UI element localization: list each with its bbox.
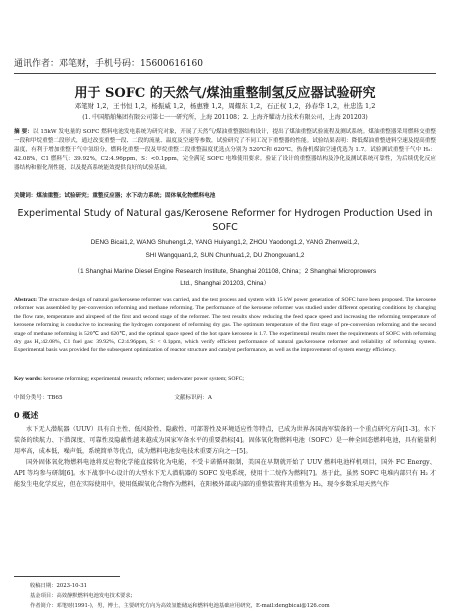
footnote-received: 收稿日期：2023-10-31 (30, 583, 88, 589)
body-paragraph-1: 水下无人潜航器（UUV）具有自主性、低风险性、隐蔽性、可部署性及环境适应性等特点，已成为世界各国海军装备的一个重点研究方向[1-3]。水下装备的续航力、下潜深度、可靠性及隐蔽性越来越成为国家军备水平的重要指标[4]。固体氧化物燃料电池（SOFC）是一种全固态燃料电池，具有能量利用率高，成本低，噪声低，系统简单等优点，成为燃料电池发电技术重要方向之一[5]。 (14, 426, 436, 455)
header-rule (14, 73, 436, 74)
classification-line (14, 393, 436, 401)
abstract-english-text: The structure design of natural gas/kerosene reformer was carried, and the test process and system with 15 kW power generation of SOFC have been proposed. The kerosene reformer was assembled by per-conversion reforming and methane reforming. The performance of the kerosene reformer was studied under different operating conditions by changing the flow rate, temperature and airspeed of the first and second stage of the reformer. The test results show reducing the feed space speed and increasing the reforming temperature of kerosene reforming is conducive to increasing the hydrogen component of reforming dry gas. The optimum temperature of the first stage of pre-conversion reforming and the second stage of methane reforming is 520℃ and 620℃, and the optimal space speed of the hot spare kerosene is 1.7. The experimental results meet the requirements of SOFC with reforming dry gas H₂:42.08%, C1 fuel gas: 39.92%, C2:4.96ppm, S: < 0.1ppm, which verify efficient performance of natural gas/kerosene reformer and reliability of reforming system. Experimental basis was provided for the subsequent optimization of reactor structure and catalyst performance, as well as the improvement of system energy efficiency. (14, 297, 436, 354)
section-heading: 0 概述 (14, 410, 39, 420)
body-paragraphs (14, 424, 436, 490)
clc-number: 中图分类号：TB65 (14, 395, 63, 401)
document-code: 文献标识码：A (174, 395, 212, 401)
corresponding-author: 通讯作者：邓笔财，手机号码：15600616160 (14, 59, 203, 69)
abstract-english (14, 296, 436, 355)
footnote-fund: 基金项目：高效静默燃料电池发电技术要求; (30, 593, 133, 599)
keywords-english-text: kerosene reforming; experimental research; reformer; underwater power system; SOFC; (43, 376, 244, 382)
affiliation-chinese: (1. 中国船舶集团有限公司第七一一研究所，上海 201108；2. 上海齐耀动力技术有限公司，上海 201203) (82, 114, 368, 121)
authors-english-line2: SHI Wangquan1,2, SUN Chunhua1,2, DU Zhongxuan1,2 (145, 252, 305, 259)
footnote-rule (14, 576, 120, 577)
paper-title-chinese: 用于 SOFC 的天然气/煤油重整制氢反应器试验研究 (74, 86, 376, 101)
authors-english (14, 236, 436, 262)
abstract-chinese (14, 128, 436, 173)
keywords-chinese-text: 煤油重整；试验研究；重整反应器；水下动力系统；固体氧化物燃料电池 (36, 193, 216, 199)
abstract-english-label: Abstract: (14, 297, 38, 303)
affiliation-english (14, 266, 436, 290)
footnote-author: 作者简介：邓笔财(1991-)，男，博士，主要研究方向为高效氢能储运和燃料电池基础应用研究，E-mail:dengbicai@126.com (30, 603, 330, 609)
paper-title-english: Experimental Study of Natural gas/Kerosene Reformer for Hydrogen Production Used in SOFC (17, 208, 433, 233)
affiliation-english-line2: Ltd., Shanghai 201203, China） (180, 280, 270, 287)
keywords-chinese-label: 关键词： (14, 193, 37, 199)
abstract-chinese-label: 摘 要： (14, 129, 33, 135)
keywords-english-label: Key words: (14, 376, 42, 382)
abstract-chinese-text: 以 15kW 发电量的 SOFC 燃料电池发电系统为研究对象，开展了天然气/煤油重整器结构设计，提出了煤油重整试验流程及测试系统。煤油重整器采用燃料交重整一段和甲烷重整二段形式，通过改变重整一段、二段的流量、温度及空速等参数，试验研究了不同工况下重整器的性能。试验结果表明：降低煤油重整进料空速及提高重整温度，有利于增加重整干气中氢组分，燃料化重整一段及甲烷重整二段重整温度优选点分别为 520℃和 620℃，热备机煤油空速优选为 1.7。试验测试重整干气中 H₂：42.08%，C1 燃料气：39.92%，C2:4.96ppm，S：<0.1ppm，完全满足 SOFC 电堆使用要求。验证了设计的重整器结构及净化及测试系统可靠性，为后续优化反应器结构和催化剂性能，以及提高系统能效提供良好的试验基础。 (14, 129, 436, 171)
keywords-english (14, 376, 436, 382)
keywords-chinese (14, 191, 436, 199)
body-paragraph-2: 国外固体氧化物燃料电池将反应物化学能直接转化为电能，不受卡诺循环限制，美国在早期就开始了 UUV 燃料电池样机项目，国外 FC Energy、API 等均参与研制[6]。水下战事中心设计的大型水下无人潜航器的 SOFC 发电系统，使用十二烷作为燃料[7]。基于此，虽然 SOFC 电堆内部只有 H₂ 才能发生电化学反应，但在实际使用中，使用低碳氧化合物作为燃料，在阳极外部或内部的重整装置将其重整为 H₂，现今多数采用天然气作 (14, 459, 436, 488)
authors-english-line1: DENG Bicai1,2, WANG Shuheng1,2, YANG Huiyang1,2, ZHOU Yaodong1,2, YANG Zhenwei1,2, (90, 239, 360, 246)
affiliation-english-line1: （1 Shanghai Marine Diesel Engine Research Institute, Shanghai 201108, China；2 Shanghai Microprowers (73, 268, 377, 275)
authors-chinese: 邓笔财 1,2，王书恒 1,2，杨振威 1,2，杨惠雅 1,2，周耀东 1,2，石正权 1,2，孙春华 1,2，杜忠选 1,2 (74, 102, 376, 110)
